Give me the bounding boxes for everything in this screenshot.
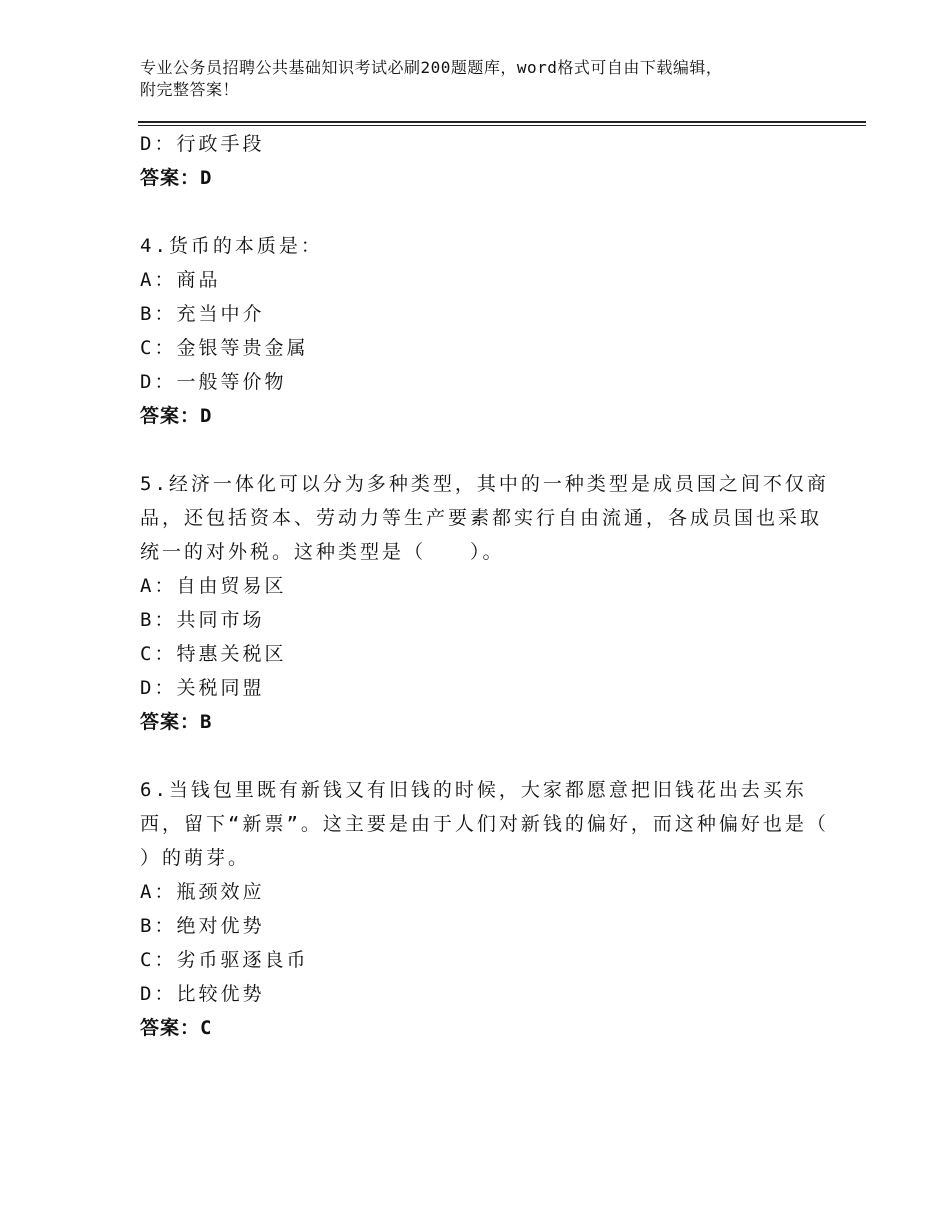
header-rule-thin	[138, 125, 866, 126]
header-line-2: 附完整答案！	[140, 80, 240, 99]
prev-answer: 答案：D	[140, 167, 213, 189]
spacer	[140, 433, 830, 467]
option-a: A：自由贸易区	[140, 575, 287, 597]
question-stem: 4.货币的本质是：	[140, 235, 323, 257]
option-b: B：充当中介	[140, 303, 265, 325]
question-stem: 5.经济一体化可以分为多种类型，其中的一种类型是成员国之间不仅商品，还包括资本、劳动力等生产要素都实行自由流通，各成员国也采取统一的对外税。这种类型是（ ）。	[140, 473, 829, 563]
question-5	[140, 467, 830, 739]
question-stem: 6.当钱包里既有新钱又有旧钱的时候，大家都愿意把旧钱花出去买东西，留下“新票”。这主要是由于人们对新钱的偏好，而这种偏好也是（ ）的萌芽。	[140, 779, 873, 869]
question-content	[140, 127, 873, 1045]
option-d: D：比较优势	[140, 983, 265, 1005]
prev-option-d: D：行政手段	[140, 133, 265, 155]
option-b: B：共同市场	[140, 609, 265, 631]
question-6	[140, 773, 873, 1045]
option-c: C：劣币驱逐良币	[140, 949, 309, 971]
header-line-1: 专业公务员招聘公共基础知识考试必刷200题题库，word格式可自由下载编辑，	[140, 58, 723, 77]
option-a: A：瓶颈效应	[140, 881, 265, 903]
spacer	[140, 195, 830, 229]
answer: 答案：B	[140, 711, 213, 733]
page-header	[140, 57, 840, 101]
header-rule-thick	[138, 121, 866, 123]
spacer	[140, 739, 830, 773]
answer: 答案：C	[140, 1017, 213, 1039]
option-b: B：绝对优势	[140, 915, 265, 937]
answer: 答案：D	[140, 405, 213, 427]
option-d: D：一般等价物	[140, 371, 287, 393]
option-c: C：金银等贵金属	[140, 337, 309, 359]
option-a: A：商品	[140, 269, 221, 291]
option-d: D：关税同盟	[140, 677, 265, 699]
option-c: C：特惠关税区	[140, 643, 287, 665]
question-4	[140, 229, 830, 433]
